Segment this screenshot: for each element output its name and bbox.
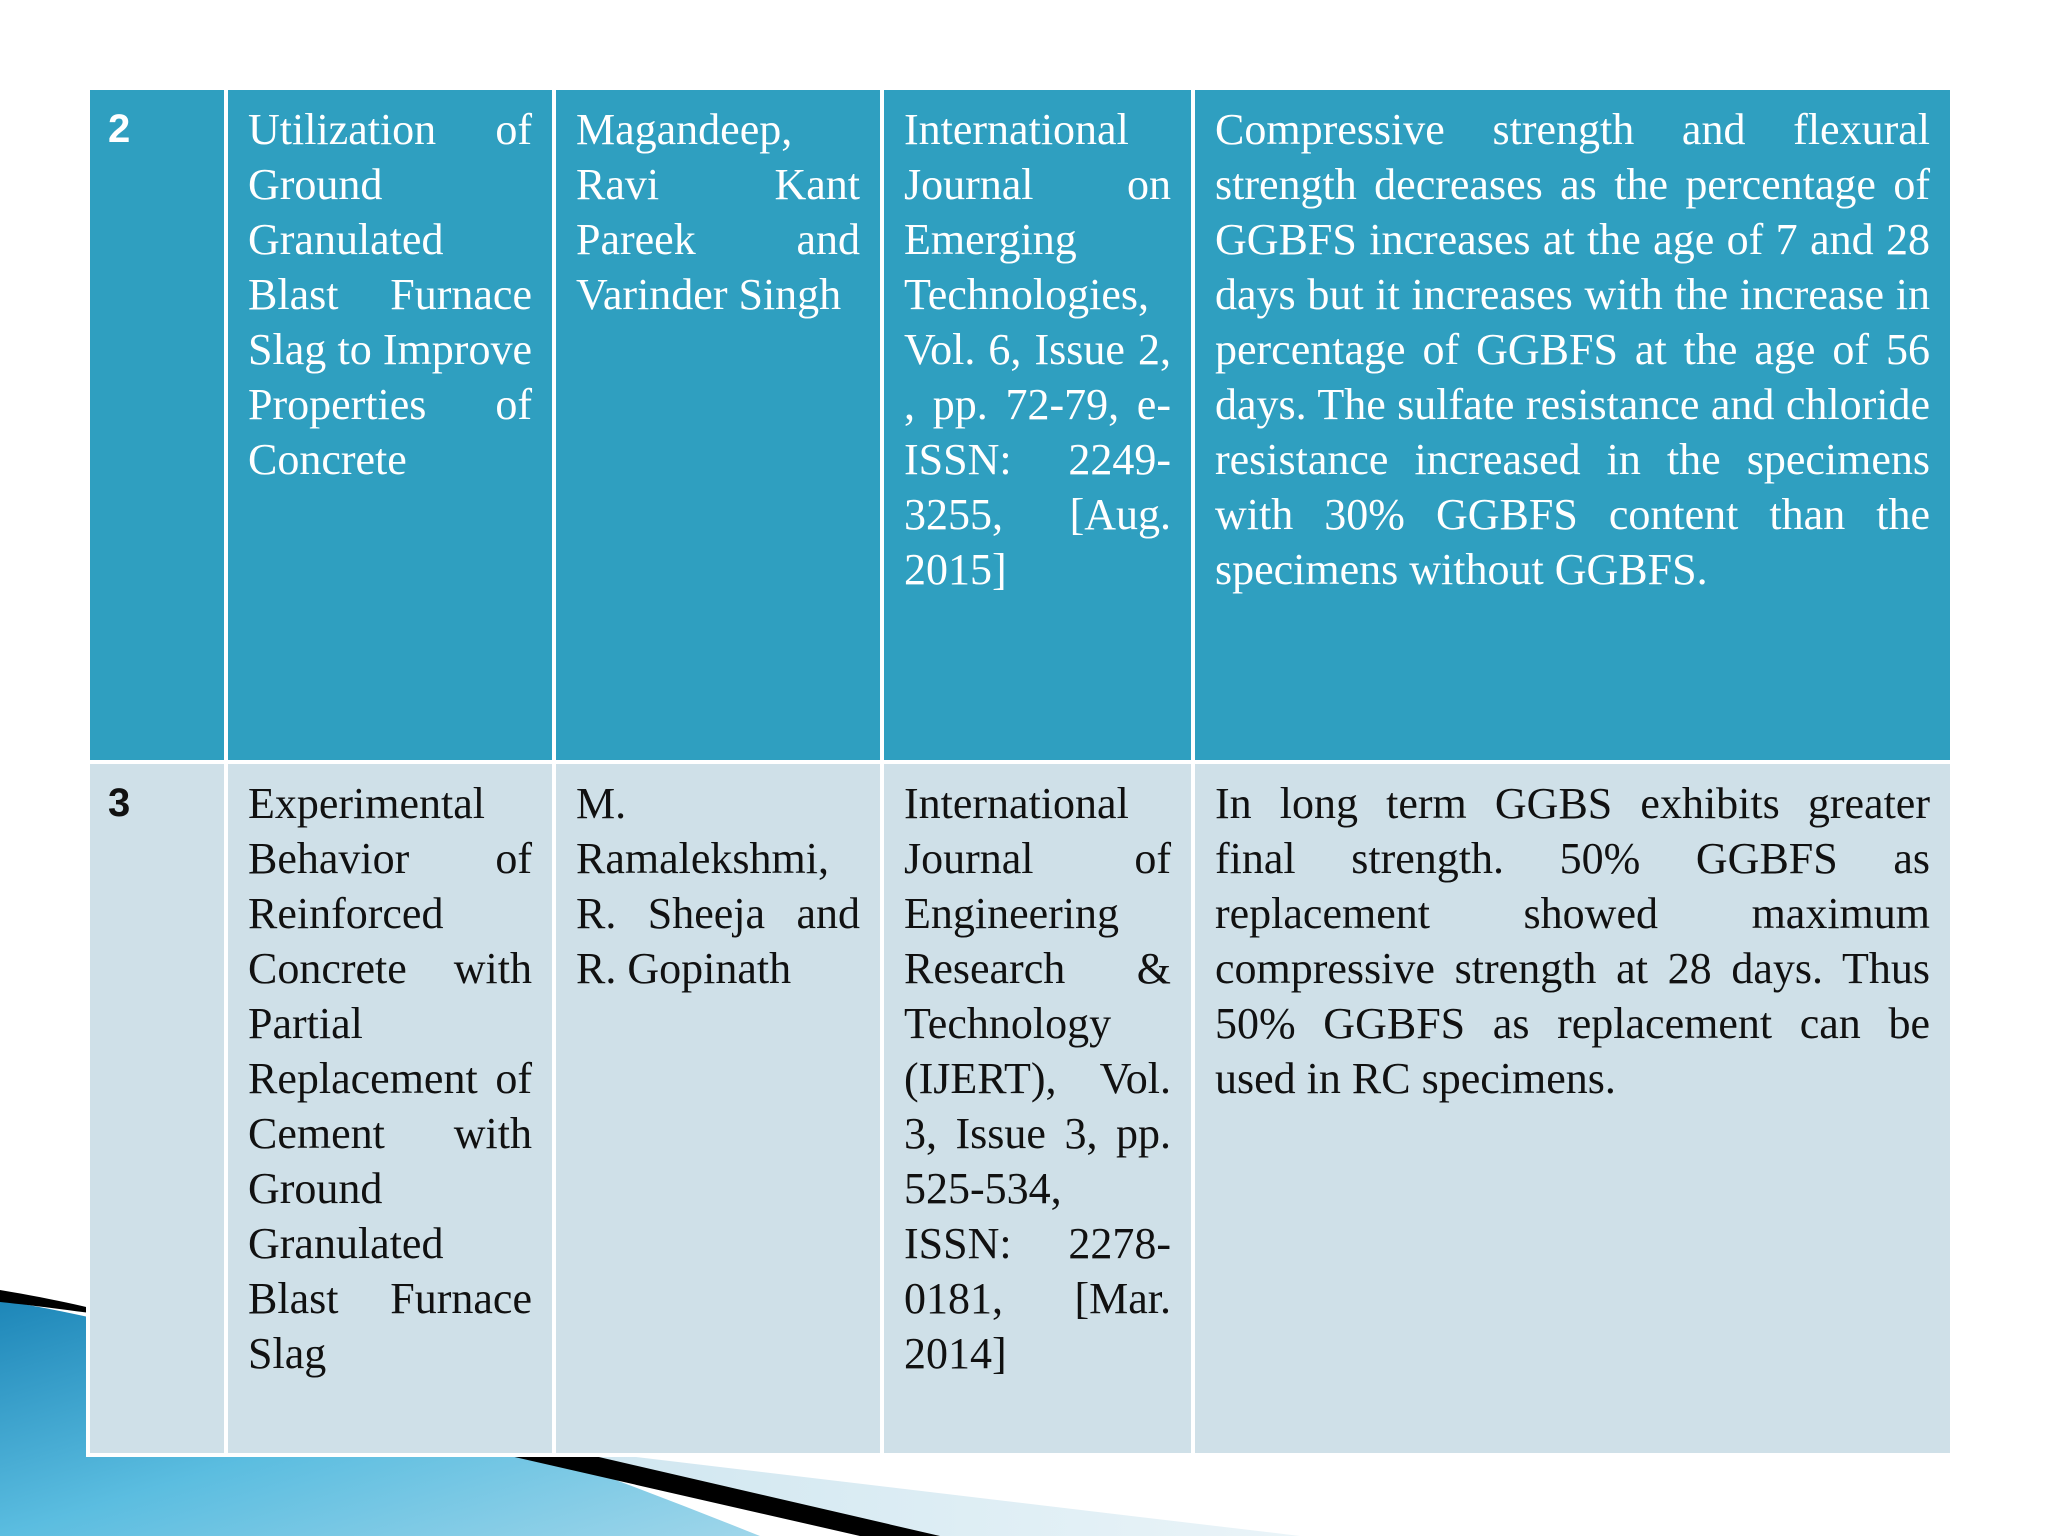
findings-cell: Compressive strength and flexural strength decreases as the percentage of GGBFS increases at the age of 7 and 28 days but it increases with the increase in percentage of GGBFS at the age of 56 days. The sulfate resistance and chloride resistance increased in the specimens with 30% GGBFS content than the specimens without GGBFS. — [1193, 88, 1952, 762]
authors-cell: M. Ramalekshmi, R. Sheeja and R. Gopinath — [554, 762, 882, 1455]
literature-review-table — [86, 86, 1954, 1457]
paper-title-cell: Utilization of Ground Granulated Blast Furnace Slag to Improve Properties of Concrete — [226, 88, 554, 762]
journal-cell: International Journal on Emerging Technologies, Vol. 6, Issue 2, , pp. 72-79, e-ISSN: 2249-3255, [Aug. 2015] — [882, 88, 1193, 762]
serial-number-cell: 2 — [88, 88, 226, 762]
serial-number-cell: 3 — [88, 762, 226, 1455]
journal-cell: International Journal of Engineering Research & Technology (IJERT), Vol. 3, Issue 3, pp. 525-534, ISSN: 2278-0181, [Mar. 2014] — [882, 762, 1193, 1455]
findings-cell: In long term GGBS exhibits greater final strength. 50% GGBFS as replacement showed maximum compressive strength at 28 days. Thus 50% GGBFS as replacement can be used in RC specimens. — [1193, 762, 1952, 1455]
table-row — [88, 762, 1952, 1455]
paper-title-cell: Experimental Behavior of Reinforced Concrete with Partial Replacement of Cement with Ground Granulated Blast Furnace Slag — [226, 762, 554, 1455]
authors-cell: Magandeep, Ravi Kant Pareek and Varinder Singh — [554, 88, 882, 762]
table-row — [88, 88, 1952, 762]
